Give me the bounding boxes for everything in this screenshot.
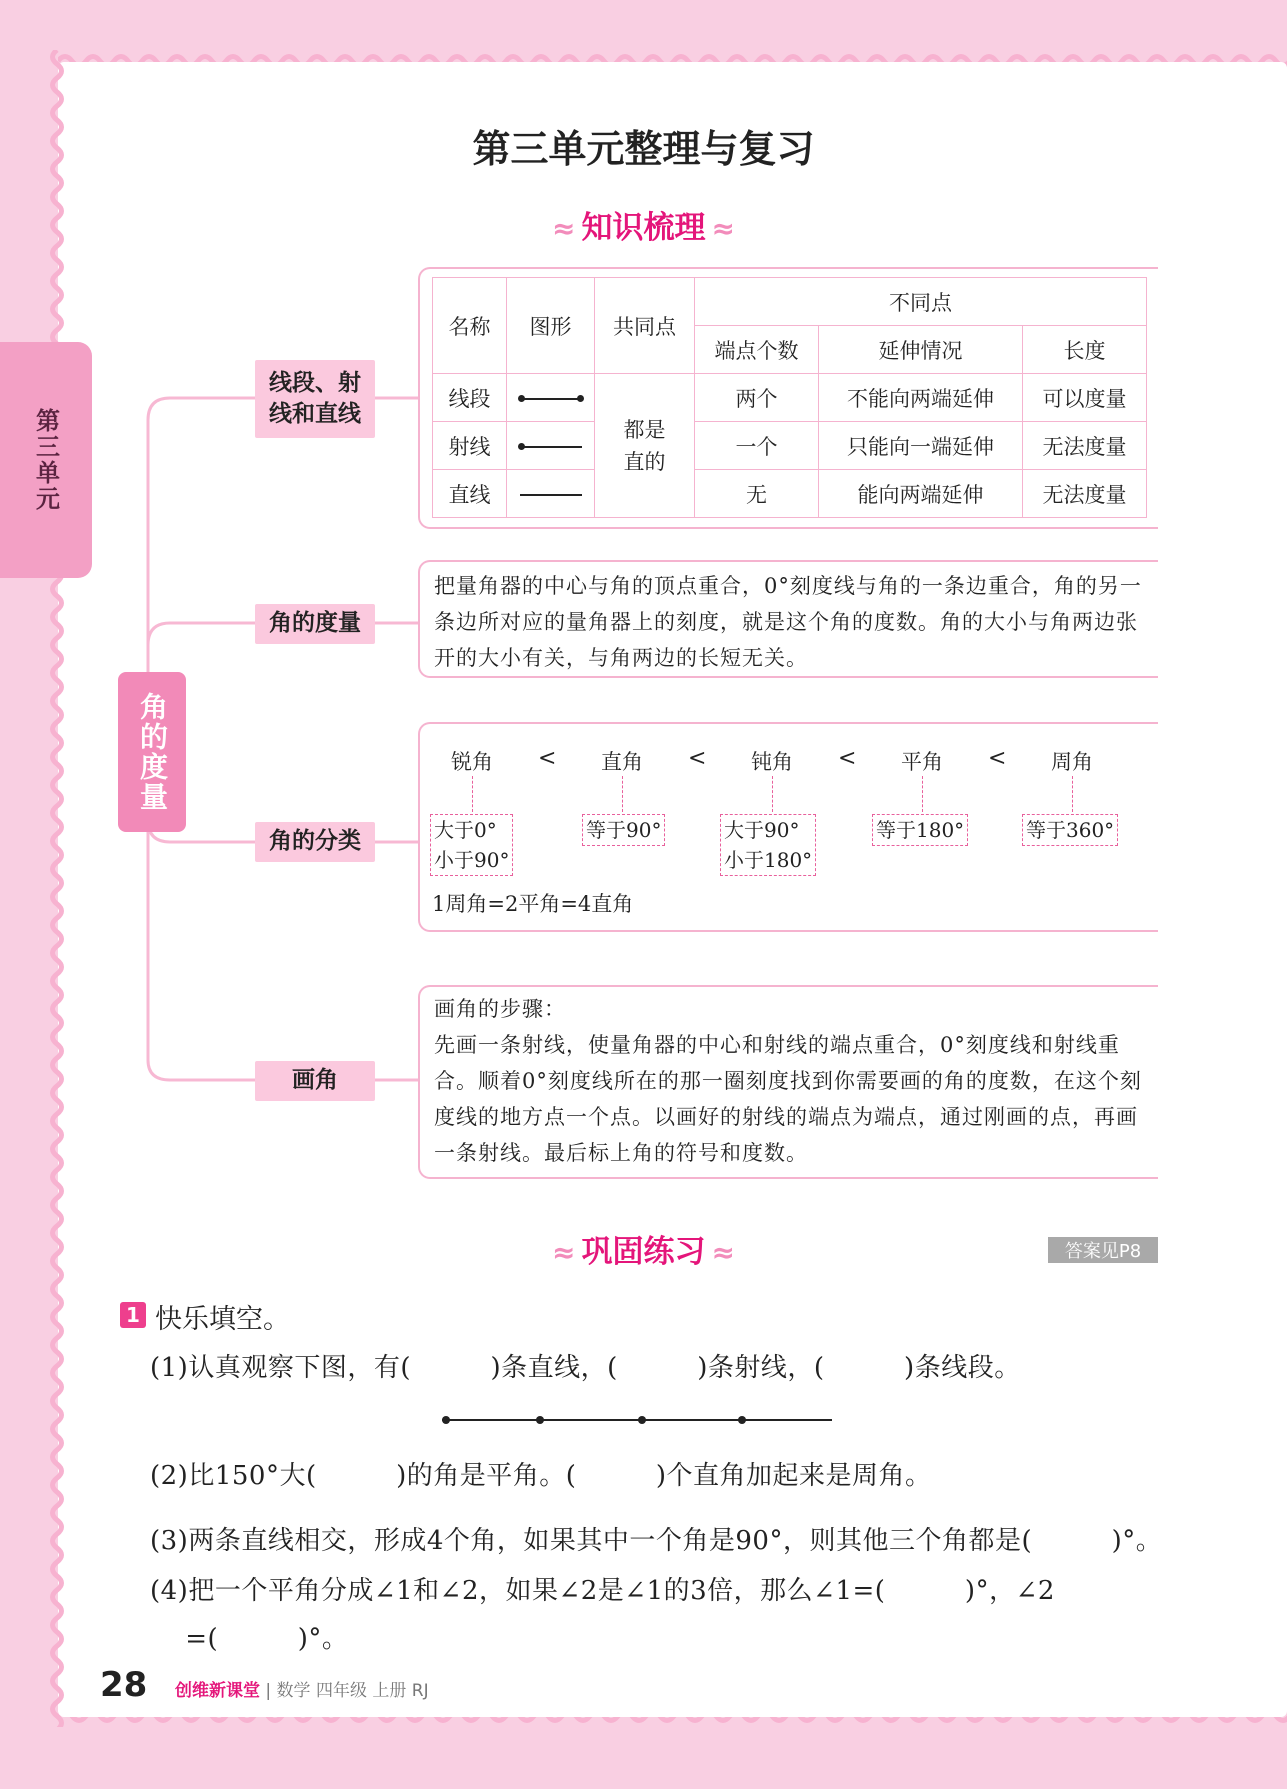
angle-relation: 1周角=2平角=4直角: [432, 892, 634, 916]
range-acute: [430, 814, 513, 876]
angle-classify-box: [418, 722, 1158, 932]
cell-length: 无法度量: [1023, 422, 1147, 470]
draw-heading: 画角的步骤：: [434, 997, 566, 1021]
wave-deco-left: ≈: [552, 212, 576, 245]
table-row: [433, 422, 1147, 470]
wave-deco-right: ≈: [711, 1236, 735, 1269]
range-text: 等于180°: [876, 818, 965, 842]
unit-tab-label: 第三单元: [31, 408, 60, 512]
wave-deco-left: ≈: [552, 1236, 576, 1269]
draw-angle-box: [418, 985, 1158, 1179]
cell-extend: 只能向一端延伸: [819, 422, 1023, 470]
question-number-badge: 1: [120, 1302, 146, 1328]
node-lines: 线段、射 线和直线: [255, 360, 375, 438]
footer-brand: 创维新课堂: [175, 1681, 260, 1701]
draw-body: 先画一条射线，使量角器的中心和射线的端点重合，0°刻度线和射线重合。顺着0°刻度线所在的那一圈刻度找到你需要画的角的度数，在这个刻度线的地方点一个点。以画好的射线的端点为端点，通过刚画的点，再画一条射线。最后标上角的符号和度数。: [434, 1033, 1142, 1165]
question-item-4-cont: =( )°。: [150, 1624, 349, 1654]
footer-info: [175, 1676, 429, 1701]
footer-separator: |: [265, 1681, 272, 1701]
range-text: 大于90°: [724, 818, 800, 842]
cell-length: 无法度量: [1023, 470, 1147, 518]
section-knowledge-label: 知识梳理: [581, 210, 706, 246]
question-title: 快乐填空。: [155, 1304, 290, 1335]
mind-map-root: [118, 672, 186, 832]
observation-figure: [442, 1415, 832, 1425]
question-item-4: (4)把一个平角分成∠1和∠2，如果∠2是∠1的3倍，那么∠1=( )°，∠2: [150, 1576, 1055, 1606]
range-round: [1022, 814, 1118, 846]
type-straight: 平角: [901, 750, 943, 774]
th-diff: 不同点: [695, 278, 1147, 326]
range-text: 等于90°: [586, 818, 662, 842]
th-name: 名称: [433, 278, 507, 374]
line-segment-icon: [518, 393, 584, 405]
range-text: 小于90°: [434, 848, 510, 872]
cell-name: 射线: [433, 422, 507, 470]
question-item-1: (1)认真观察下图，有( )条直线，( )条射线，( )条线段。: [150, 1353, 1021, 1383]
lines-comparison-box: [418, 267, 1158, 529]
less-than-sign: <: [988, 746, 1007, 771]
answer-reference-tag: 答案见P8: [1048, 1237, 1158, 1263]
range-right: [582, 814, 665, 846]
ray-icon: [518, 441, 584, 453]
cell-common: 都是 直的: [595, 374, 695, 518]
cell-endpoints: 两个: [695, 374, 819, 422]
range-straight: [872, 814, 968, 846]
th-extend: 延伸情况: [819, 326, 1023, 374]
range-text: 等于360°: [1026, 818, 1115, 842]
cell-figure: [507, 422, 595, 470]
type-round: 周角: [1051, 750, 1093, 774]
node-measure: 角的度量: [255, 604, 375, 644]
straight-line-icon: [518, 489, 584, 501]
lines-comparison-table: [432, 277, 1147, 518]
range-text: 大于0°: [434, 818, 497, 842]
wave-deco-right: ≈: [711, 212, 735, 245]
cell-extend: 能向两端延伸: [819, 470, 1023, 518]
table-row: [433, 470, 1147, 518]
draw-angle-text: [420, 987, 1158, 1179]
root-label: 角的度量: [136, 692, 169, 812]
angle-measure-box: [418, 560, 1158, 678]
section-practice-label: 巩固练习: [581, 1234, 706, 1270]
node-draw: 画角: [255, 1061, 375, 1101]
question-item-2: (2)比150°大( )的角是平角。( )个直角加起来是周角。: [150, 1461, 932, 1491]
cell-endpoints: 一个: [695, 422, 819, 470]
type-right: 直角: [601, 750, 643, 774]
cell-length: 可以度量: [1023, 374, 1147, 422]
question-item-3: (3)两条直线相交，形成4个角，如果其中一个角是90°，则其他三个角都是( )°。: [150, 1526, 1163, 1556]
less-than-sign: <: [838, 746, 857, 771]
less-than-sign: <: [538, 746, 557, 771]
cell-figure: [507, 374, 595, 422]
cell-figure: [507, 470, 595, 518]
table-row: [433, 374, 1147, 422]
range-obtuse: [720, 814, 816, 876]
th-length: 长度: [1023, 326, 1147, 374]
footer-book-info: 数学 四年级 上册 RJ: [276, 1681, 429, 1701]
type-acute: 锐角: [451, 750, 493, 774]
less-than-sign: <: [688, 746, 707, 771]
node-classify: 角的分类: [255, 822, 375, 862]
type-obtuse: 钝角: [751, 750, 793, 774]
th-endpoints: 端点个数: [695, 326, 819, 374]
th-common: 共同点: [595, 278, 695, 374]
angle-measure-text: 把量角器的中心与角的顶点重合，0°刻度线与角的一条边重合，角的另一条边所对应的量角器上的刻度，就是这个角的度数。角的大小与角两边张开的大小有关，与角两边的长短无关。: [434, 574, 1142, 670]
cell-extend: 不能向两端延伸: [819, 374, 1023, 422]
page-number: 28: [100, 1665, 148, 1705]
cell-name: 直线: [433, 470, 507, 518]
cell-endpoints: 无: [695, 470, 819, 518]
range-text: 小于180°: [724, 848, 813, 872]
cell-name: 线段: [433, 374, 507, 422]
th-figure: 图形: [507, 278, 595, 374]
page-title: 第三单元整理与复习: [472, 127, 815, 171]
